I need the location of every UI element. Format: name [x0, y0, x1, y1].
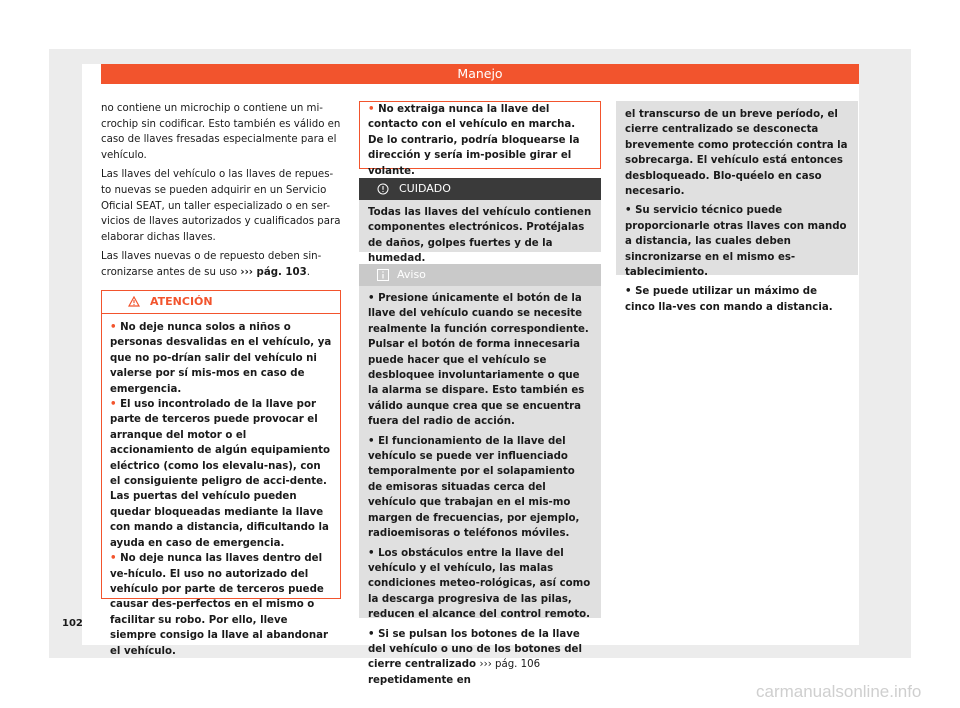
caution-circle-icon [377, 183, 389, 195]
section-header: Manejo [101, 64, 859, 84]
atencion-continuation-box [359, 101, 601, 177]
aviso-item: • Se puede utilizar un máximo de cinco lla-ves con mando a distancia. [625, 286, 833, 313]
aviso-item: • Presione únicamente el botón de la llave del vehículo cuando se necesite realmente la función correspondiente. Pulsar el botón de forma innecesaria puede hacer que el vehículo se desbloquee involuntariamente o que la alarma se dispare. Esto también es válido aunque crea que se encuentra fuera del radio de acción. [368, 293, 589, 428]
page-reference-link[interactable]: ››› pág. 103 [240, 266, 307, 278]
aviso-item: • Su servicio técnico puede proporcionarle otras llaves con mando a distancia, las cuales deben sincronizarse en el mismo es-tablecimiento. [625, 205, 847, 279]
paragraph-1: no contiene un microchip o contiene un mi-crochip sin codificar. Esto también es válido en caso de llaves fresadas especialmente para el vehículo. [101, 103, 341, 161]
cuidado-text: Todas las llaves del vehículo contienen componentes electrónicos. Protéjalas de daños, golpes fuertes y de la humedad. [368, 207, 592, 265]
atencion-item: • El uso incontrolado de la llave por parte de terceros puede provocar el arranque del motor o el accionamiento de algún equipamiento eléctrico (como los elevalu-nas), con el consiguiente peligro de acci-dente. Las puertas del vehículo pueden quedar bloqueadas mediante la llave con mando a distancia, dificultando la ayuda en caso de emergencia. [110, 399, 330, 549]
page-reference-link[interactable]: ››› pág. 106 [479, 659, 541, 671]
aviso-item: • Si se pulsan los botones de la llave del vehículo o uno de los botones del cierre centralizado ››› pág. 106 repetidamente en [368, 628, 582, 686]
warning-triangle-icon [128, 296, 140, 307]
paragraph-3: Las llaves nuevas o de repuesto deben sin-cronizarse antes de su uso ››› pág. 103. [101, 251, 322, 278]
aviso-continuation-box [616, 101, 858, 313]
aviso-continuation-text: el transcurso de un breve período, el cierre centralizado se desconecta brevemente como protección contra la sobrecarga. El vehículo está entonces desbloqueado. Blo-quéelo en caso necesario. [625, 109, 848, 198]
column-1 [101, 101, 343, 285]
paragraph-2: Las llaves del vehículo o las llaves de repues-to nuevas se pueden adquirir en un Servicio Oficial SEAT, un taller especializado o en ser-vicios de llaves autorizados y cualificados para elaborar dichas llaves. [101, 169, 341, 243]
watermark: carmanualsonline.info [756, 682, 922, 701]
aviso-title: Aviso [397, 268, 426, 281]
page-number: 102 [62, 618, 83, 629]
aviso-item: • Los obstáculos entre la llave del vehículo y el vehículo, las malas condiciones meteo-rológicas, así como la descarga progresiva de las pilas, reducen el alcance del control remoto. [368, 547, 591, 621]
aviso-item: • El funcionamiento de la llave del vehículo se puede ver influenciado temporalmente por el solapamiento de emisoras situadas cerca del vehículo que trabajan en el mis-mo margen de frecuencias, por ejemplo, radioemisoras o teléfonos móviles. [368, 435, 580, 540]
atencion-title: ATENCIÓN [150, 295, 213, 308]
info-note-icon [376, 268, 390, 282]
atencion-item: • No deje nunca las llaves dentro del ve-hículo. El uso no autorizado del vehículo por parte de terceros puede causar des-perfectos en el mismo o facilitar su robo. Por ello, lleve siempre consigo la llave al abandonar el vehículo. [110, 553, 329, 657]
atencion-item: • No deje nunca solos a niños o personas desvalidas en el vehículo, ya que no po-drían salir del vehículo ni valerse por sí mis-mos en caso de emergencia. [110, 322, 332, 395]
aviso-box [359, 264, 601, 686]
atencion-item: • No extraiga nunca la llave del contacto con el vehículo en marcha. De lo contrario, podría bloquearse la dirección y sería im-posible girar el volante. [368, 104, 580, 177]
cuidado-title: CUIDADO [399, 182, 451, 195]
cuidado-box [359, 178, 601, 265]
atencion-box [101, 290, 341, 657]
